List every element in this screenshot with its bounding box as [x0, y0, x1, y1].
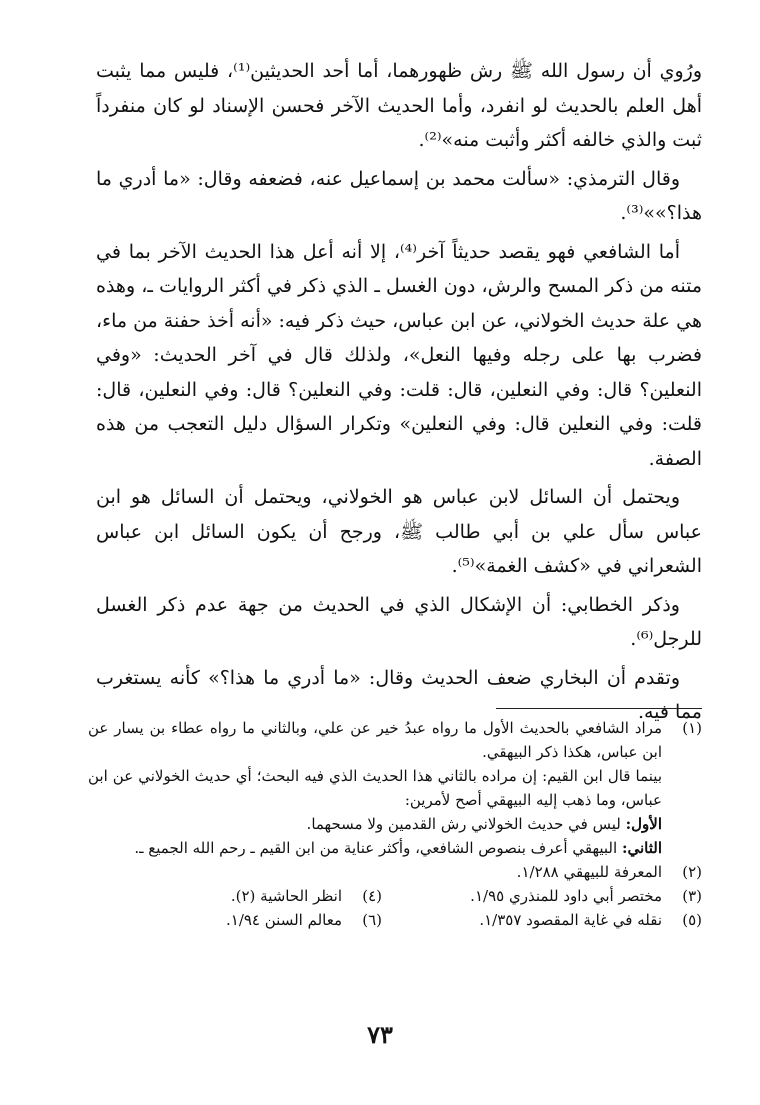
footnote-separator — [496, 708, 702, 709]
footnote-text: نقله في غاية المقصود ١/٣٥٧. — [479, 911, 662, 929]
footnote-number: (٢) — [682, 863, 702, 881]
footnote-1-first-reason — [88, 812, 702, 836]
paragraph-3: أما الشافعي فهو يقصد حديثاً آخر⁽⁴⁾، إلا أنه أعل هذا الحديث الآخر بما في متنه من ذكر المسح والرش، دون الغسل ـ الذي ذكر في أكثر الروايات ـ، وهذه هي علة حديث الخولاني، عن ابن عباس، حيث ذكر فيه: «أنه أخذ حفنة من ماء، فضرب بها على رجله وفيها النعل»، ولذلك قال في آخر الحديث: «وفي النعلين؟ قال: وفي النعلين، قال: قلت: وفي النعلين؟ قال: وفي النعلين، قال: قلت: وفي النعلين قال: وفي النعلين» وتكرار السؤال دليل التعجب من هذه الصفة. — [96, 240, 702, 470]
footnote-text: المعرفة للبيهقي ١/٢٨٨. — [516, 863, 662, 881]
footnote-number: (١) — [682, 719, 702, 737]
footnote-text: معالم السنن ١/٩٤. — [225, 911, 342, 929]
footnote-text: مراد الشافعي بالحديث الأول ما رواه عبدُ خير عن علي، وبالثاني ما رواه عطاء بن يسار عن ابن عباس، هكذا ذكر البيهقي. — [88, 719, 662, 761]
footnote-5 — [382, 908, 702, 932]
second-reason-text: البيهقي أعرف بنصوص الشافعي، وأكثر عناية من ابن القيم ـ رحم الله الجميع ـ. — [134, 839, 622, 857]
footnote-text: انظر الحاشية (٢). — [230, 887, 342, 905]
paragraph-1: ورُوي أن رسول الله ﷺ رش ظهورهما، أما أحد الحديثين⁽¹⁾، فليس مما يثبت أهل العلم بالحديث لو انفرد، وأما الحديث الآخر فحسن الإسناد لو كان منفرداً ثبت والذي خالفه أكثر وأثبت منه»⁽²⁾. — [96, 60, 703, 151]
footnote-4 — [62, 884, 382, 908]
paragraph-6: وتقدم أن البخاري ضعف الحديث وقال: «ما أدري ما هذا؟» كأنه يستغرب مما فيه. — [96, 666, 702, 723]
footnote-1-continuation: بينما قال ابن القيم: إن مراده بالثاني هذا الحديث الذي فيه البحث؛ أي حديث الخولاني عن ابن عباس، وما ذهب إليه البيهقي أصح لأمرين: — [88, 767, 662, 809]
footnotes — [88, 716, 702, 932]
footnote-number: (٥) — [682, 911, 702, 929]
footnote-2 — [88, 860, 702, 884]
second-reason-label: الثاني: — [621, 839, 662, 857]
paragraph-5: وذكر الخطابي: أن الإشكال الذي في الحديث من جهة عدم ذكر الغسل للرجل⁽⁶⁾. — [96, 593, 702, 650]
footnote-3 — [382, 884, 702, 908]
first-reason-text: ليس في حديث الخولاني رش القدمين ولا مسحهما. — [306, 815, 626, 833]
footnote-1-second-reason — [88, 836, 702, 860]
footnote-text: مختصر أبي داود للمنذري ١/٩٥. — [470, 887, 662, 905]
page-number: ٧٣ — [367, 1020, 393, 1049]
footnote-row-3-4 — [88, 884, 702, 908]
footnote-row-5-6 — [88, 908, 702, 932]
footnote-number: (٣) — [682, 887, 702, 905]
paragraph-4: ويحتمل أن السائل لابن عباس هو الخولاني، ويحتمل أن السائل هو ابن عباس سأل علي بن أبي طالب ﷺ، ورجح أن يكون السائل ابن عباس الشعراني في «كشف الغمة»⁽⁵⁾. — [96, 486, 702, 577]
main-text — [96, 54, 702, 734]
footnote-number: (٦) — [362, 911, 382, 929]
footnote-1 — [88, 716, 702, 764]
footnote-number: (٤) — [362, 887, 382, 905]
paragraph-2: وقال الترمذي: «سألت محمد بن إسماعيل عنه، فضعفه وقال: «ما أدري ما هذا؟»»⁽³⁾. — [96, 167, 702, 224]
first-reason-label: الأول: — [625, 815, 662, 833]
footnote-6 — [62, 908, 382, 932]
